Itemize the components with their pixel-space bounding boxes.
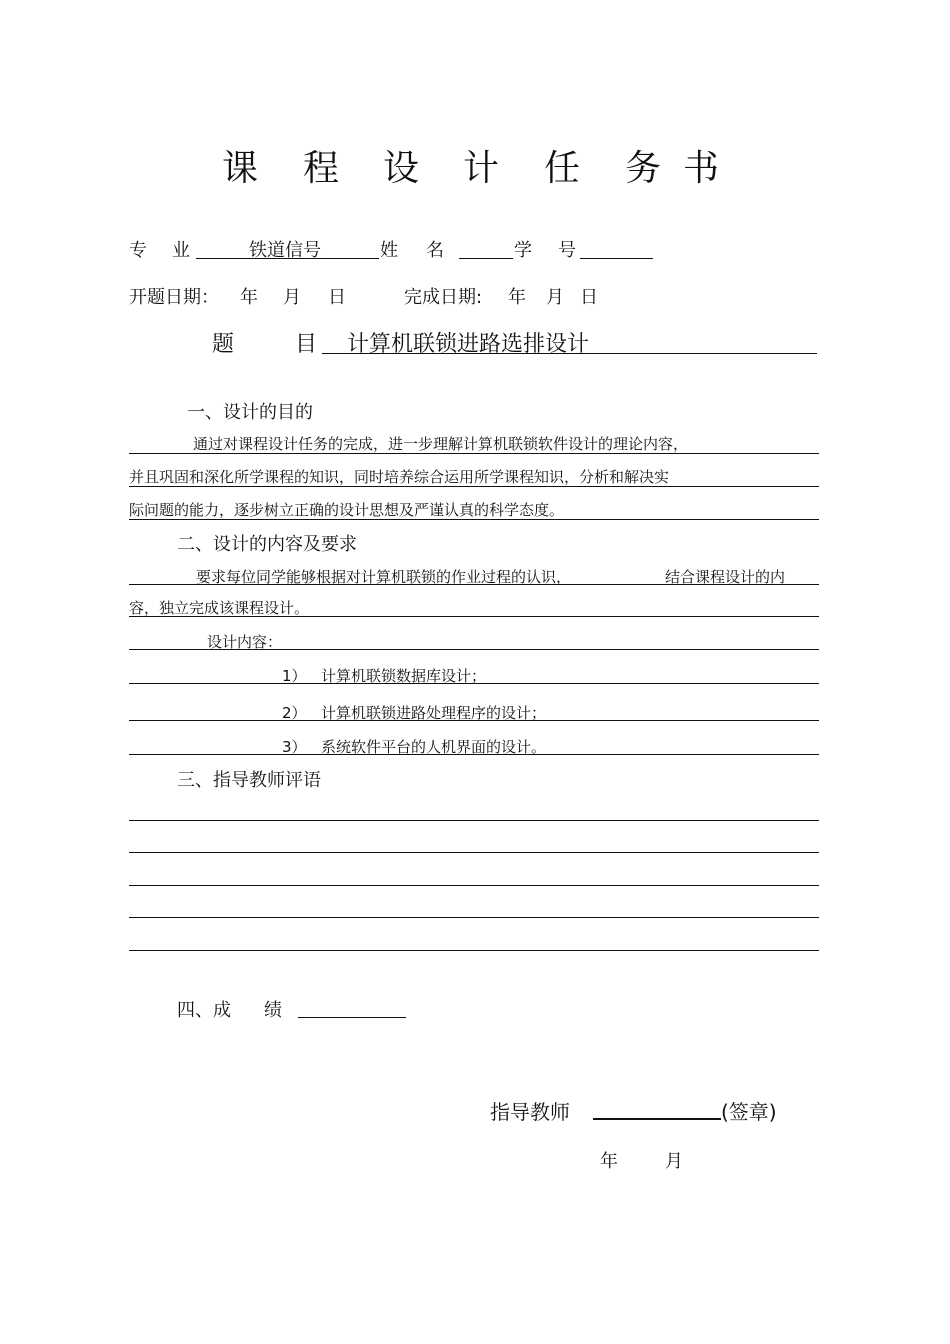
design-content-label: 设计内容：	[207, 633, 283, 651]
start-day: 日	[328, 287, 346, 308]
list-item: 系统软件平台的人机界面的设计。	[321, 738, 547, 756]
rule-line	[129, 683, 819, 684]
name-field-line[interactable]	[459, 258, 513, 259]
section-1-line: 际问题的能力，逐步树立正确的设计思想及严谨认真的科学态度。	[129, 501, 565, 519]
section-4-heading: 绩	[264, 1000, 282, 1021]
rule-line	[129, 649, 819, 650]
title-char: 课	[222, 148, 259, 189]
student-id-label: 号	[558, 240, 576, 261]
start-date-label: 开题日期：	[129, 287, 219, 308]
title-char: 书	[683, 148, 720, 189]
section-1-line: 通过对课程设计任务的完成，进一步理解计算机联锁软件设计的理论内容，	[193, 435, 689, 453]
finish-month: 月	[546, 287, 564, 308]
list-item-number: 1）	[282, 667, 307, 685]
list-item-number: 2）	[282, 704, 307, 722]
signature-line[interactable]	[593, 1118, 721, 1120]
rule-line	[129, 754, 819, 755]
rule-line	[129, 616, 819, 617]
rule-line	[129, 453, 819, 454]
signature-year: 年	[600, 1151, 618, 1172]
list-item-number: 3）	[282, 738, 307, 756]
section-2-line: 容，独立完成该课程设计。	[129, 599, 310, 617]
title-char: 任	[544, 148, 581, 189]
finish-date-label: 完成日期:	[404, 287, 483, 308]
topic-label: 题	[212, 332, 235, 357]
start-year: 年	[240, 287, 258, 308]
comment-line[interactable]	[129, 852, 819, 853]
major-label: 业	[172, 240, 190, 261]
title-char: 务	[625, 148, 662, 189]
topic-value: 计算机联锁进路选排设计	[347, 332, 590, 357]
comment-line[interactable]	[129, 917, 819, 918]
section-2-line: 要求每位同学能够根据对计算机联锁的作业过程的认识，	[196, 568, 572, 586]
rule-line	[129, 584, 819, 585]
name-label: 名	[426, 240, 444, 261]
rule-line	[129, 720, 819, 721]
finish-year: 年	[508, 287, 526, 308]
section-4-heading: 四、成	[177, 1000, 231, 1021]
section-2-heading: 二、设计的内容及要求	[177, 534, 357, 555]
section-2-line: 结合课程设计的内	[665, 568, 786, 586]
section-1-line: 并且巩固和深化所学课程的知识，同时培养综合运用所学课程知识，分析和解决实	[129, 468, 670, 486]
title-char: 计	[463, 148, 500, 189]
finish-day: 日	[580, 287, 598, 308]
comment-line[interactable]	[129, 885, 819, 886]
signature-month: 月	[665, 1151, 683, 1172]
comment-line[interactable]	[129, 950, 819, 951]
list-item: 计算机联锁数据库设计；	[321, 667, 487, 685]
comment-line[interactable]	[129, 820, 819, 821]
list-item: 计算机联锁进路处理程序的设计；	[321, 704, 547, 722]
student-id-label: 学	[514, 240, 532, 261]
title-char: 程	[303, 148, 340, 189]
topic-label: 目	[295, 332, 318, 357]
grade-field-line[interactable]	[298, 1017, 406, 1018]
section-1-heading: 一、设计的目的	[187, 402, 313, 423]
start-month: 月	[283, 287, 301, 308]
student-id-field-line[interactable]	[580, 258, 653, 259]
major-value: 铁道信号	[249, 240, 321, 261]
rule-line	[129, 486, 819, 487]
name-label: 姓	[380, 240, 398, 261]
seal-label: (签章)	[721, 1100, 777, 1124]
major-label: 专	[129, 240, 147, 261]
rule-line	[129, 519, 819, 520]
title-char: 设	[383, 148, 420, 189]
teacher-label: 指导教师	[490, 1100, 570, 1124]
section-3-heading: 三、指导教师评语	[177, 770, 321, 791]
